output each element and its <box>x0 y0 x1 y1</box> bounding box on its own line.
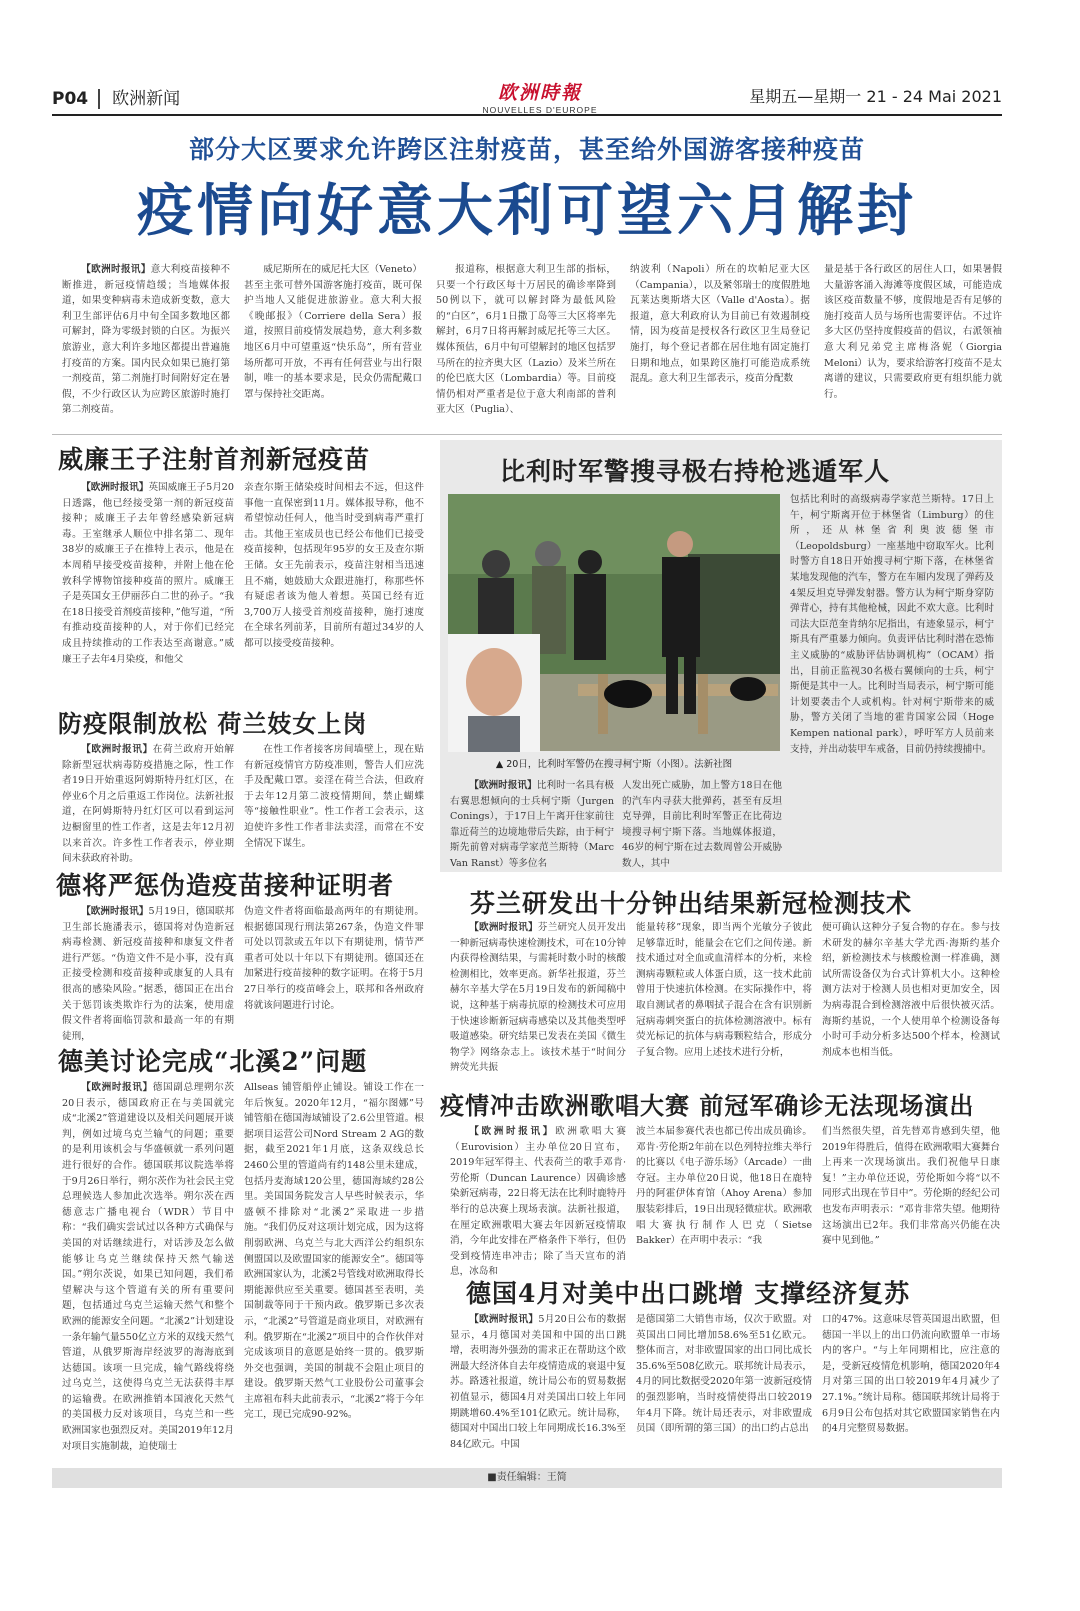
page-number-section <box>52 84 180 109</box>
lead-col-3: 报道称，根据意大利卫生部的指标，只要一个行政区每十万居民的确诊率降到50例以下，就可以解封降为最低风险的“白区”，6月1日撒丁岛等三大区将率先解封，6月7日将再解封威尼托等三大区。媒体预估，6月中旬可望解封的地区包括罗马所在的拉齐奥大区（Lazio）及米兰所在的伦巴底大区（Lombardia）等。目前疫情仍相对严重者是位于意大利南部的普利亚大区（Puglia）、 <box>436 264 616 416</box>
eurovision-col-2: 波兰本届参赛代表也都已传出成员确诊。邓肯·劳伦斯2年前在以色列特拉维夫举行的比赛以《电子游乐场》（Arcade）一曲夺冠。主办单位20日说，他18日在鹿特丹的阿霍伊体育馆（Ahoy Arena）参加服装彩排后，19日出现轻微症状。欧洲歌唱大赛执行制作人巴克（Sietse Bakker）在声明中表示：“我 <box>636 1126 812 1247</box>
germany-fraud-col-2: 伪造文件者将面临最高两年的有期徒刑。根据德国现行刑法第267条，伪造文件罪可处以罚款或五年以下有期徒刑，情节严重者可处以十年以下有期徒刑。德国还在加紧进行疫苗接种的数字证明。在将于5月27日举行的疫苗峰会上，联邦和各州政府将就该问题进行讨论。 <box>244 906 424 1011</box>
lead-tag: 【欧洲时报讯】 <box>81 264 151 275</box>
lead-col-1: 【欧洲时报讯】意大利疫苗接种不断推进，新冠疫情趋缓；当地媒体报道，如果变种病毒未造成新变数，意大利卫生部评估6月中旬全国多数地区都可解封，降为零级封锁的白区。为振兴旅游业，意大利许多地区都提出普遍施打疫苗的方案。国内民众如果已施打第一剂疫苗，第二剂施打时间附好定在暑假，不少行政区认为应跨区旅游时施打第二剂疫苗。 <box>62 264 230 416</box>
netherlands-col-2: 在性工作者接客房间墙壁上，现在贴有新冠疫情官方防疫准则，警告人们应洗手及配戴口罩。妾淫在荷兰合法，但政府于去年12月第二波疫情期间，禁止蝴蝶等“接触性职业”。性工作者工会表示，这迫使许多性工作者非法卖淫，而常在不安全情况下谋生。 <box>244 744 424 849</box>
export-col-1: 【欧洲时报讯】5月20日公布的数据显示，4月德国对美国和中国的出口跳增，表明海外强劲的需求正在帮助这个欧洲最大经济体自去年疫情造成的衰退中复苏。路透社报道，统计局公布的贸易数据初值显示，德国4月对美国出口较上年同期跳增60.4%至101亿欧元。统计局称，德国对中国出口较上年同期成长16.3%至84亿欧元。中国 <box>450 1314 627 1450</box>
william-headline: 威廉王子注射首剂新冠疫苗 <box>58 445 371 474</box>
divider <box>52 434 1002 435</box>
section-name: 欧洲新闻 <box>98 89 180 109</box>
lead-subhead: 部分大区要求允许跨区注射疫苗，甚至给外国游客接种疫苗 <box>188 135 865 164</box>
nordstream-col-1: 【欧洲时报讯】德国副总理朔尔茨20日表示，德国政府正在与美国就完成“北溪2”管道建设以及相关问题展开谈判，例如过境乌克兰输气的问题；重要的是利用该机会与华盛顿就一系列问题进行很好的合作。德国联邦议院选举将于9月26日举行，朔尔茨作为社会民主党总理候选人参加此次选举。朔尔茨在西德意志广播电视台（WDR）节目中称：“我们确实尝试过以各种方式确保与美国的对话继续进行，对话涉及怎么做能够让乌克兰继续保持天然气输送国。”朔尔茨说，如果已知问题，我们希望解决与这个管道有关的所有重要问题，包括通过乌克兰运输天然气和整个欧洲的能源安全问题。“北溪2”计划建设一条年输气量550亿立方米的双线天然气管道，从俄罗斯海岸经波罗的海海底到达德国。该项一旦完成，输气路线将绕过乌克兰，这使得乌克兰无法获得丰厚的运输费。在欧洲推销本国液化天然气的美国极力反对该项目，乌克兰和一些欧洲国家也强烈反对。美国2019年12月对项目实施制裁，迫使瑞士 <box>62 1082 234 1452</box>
germany-fraud-col-1: 【欧洲时报讯】5月19日，德国联邦卫生部长施潘表示，德国将对伪造新冠病毒检测、新冠疫苗接种和康复文件者进行严惩。“伪造文件不是小事，没有真正接受检测和疫苗接种或康复的人具有很高的感染风险。”据悉，德国正在出台关于惩罚该类欺诈行为的法案，使用虚假文件者将面临罚款和最高一年的有期徒刑， <box>62 906 235 1042</box>
export-headline: 德国4月对美中出口跳增 支撑经济复苏 <box>466 1279 911 1308</box>
eurovision-headline: 疫情冲击欧洲歌唱大赛 前冠军确诊无法现场演出 <box>440 1091 975 1120</box>
finland-col-2: 能量转移”现象，即当两个光敏分子彼此足够靠近时，能量会在它们之间传递。新技术通过对全血或血清样本的分析，来检测病毒颗粒或人体蛋白质，这一技术此前曾用于快速抗体检测。在实际操作中，将取自测试者的鼻咽拭子混合在含有识别新冠病毒刺突蛋白的抗体检测溶液中。标有荧光标记的抗体与病毒颗粒结合，形成分子复合物。应用上述技术进行分析， <box>636 922 812 1058</box>
belgium-col-2: 人发出死亡威胁，加上警方18日在他的汽车内寻获大批弹药，甚至有反坦克导弹，目前比利时军警正在比荷边境搜寻柯宁斯下落。当地媒体报道，46岁的柯宁斯在过去数周曾公开威胁数人，其中 <box>622 780 782 869</box>
finland-col-1: 【欧洲时报讯】芬兰研究人员开发出一种新冠病毒快速检测技术，可在10分钟内获得检测结果，与需耗时数小时的核酸检测相比，效率更高。新华社报道，芬兰赫尔辛基大学在5月19日发布的新闻稿中说，这种基于病毒抗原的检测技术可应用于快速诊断新冠病毒感染以及其他类型呼吸道感染。研究结果已发表在美国《微生物学》网络杂志上。该技术基于“时间分辨荧光共振 <box>450 922 627 1074</box>
export-col-2: 是德国第二大销售市场，仅次于欧盟。对英国出口同比增加58.6%至51亿欧元。整体而言，对非欧盟国家的出口同比成长35.6%至508亿欧元。联邦统计局表示，4月的同比数据受2020年第一波新冠疫情的强烈影响，当时疫情使得出口较2019年4月下降。统计局还表示，对非欧盟成员国（即所谓的第三国）的出口约占总出 <box>636 1314 812 1435</box>
eurovision-col-1: 【欧洲时报讯】欧洲歌唱大赛（Eurovision）主办单位20日宣布，2019年冠军得主、代表荷兰的歌手邓肯·劳伦斯（Duncan Laurence）因确诊感染新冠病毒，22日将无法在比利时鹿特丹举行的总决赛上现场表演。法新社报道，在厘定欧洲歌唱大赛去年因新冠疫情取消，今年此安排在严格条件下举行，但仍受到疫情连串冲击；除了当天宣布的消息，冰岛和 <box>450 1126 627 1278</box>
photo-caption: ▲ 20日，比利时军警仍在搜寻柯宁斯（小图）。法新社图 <box>495 759 733 770</box>
lead-headline: 疫情向好意大利可望六月解封 <box>137 178 917 244</box>
police-search-photo <box>448 494 780 751</box>
lead-col-5: 量是基于各行政区的居住人口，如果暑假大量游客涌入海滩等度假区域，可能造成该区疫苗数量不够，度假地是否有足够的施打疫苗人员与场所也需要评估。不过许多大区仍坚持度假疫苗的倡议，右派领袖意大利兄弟党主席梅洛妮（Giorgia Meloni）认为，要求给游客打疫苗不是太离谱的建议，只需要政府更有组织能力就行。 <box>824 264 1002 400</box>
export-col-3: 口的47%。这意味尽管英国退出欧盟，但德国一半以上的出口仍流向欧盟单一市场内的客户。“与上年同期相比，应注意的是，受新冠疫情危机影响，德国2020年4月对第三国的出口较2019年4月减少了27.1%。”统计局称。德国联邦统计局将于6月9日公布包括对其它欧盟国家销售在内的4月完整贸易数据。 <box>822 1314 1000 1435</box>
photo-illustration <box>448 494 780 751</box>
belgium-col-right: 包括比利时的高级病毒学家范兰斯特。17日上午，柯宁斯离开位于林堡省（Limburg）的住所，还从林堡省利奥波德堡市（Leopoldsburg）一座基地中窃取军火。比利时警方自18日开始搜寻柯宁斯下落，在林堡省某地发现他的汽车，警方在车厢内发现了弹药及4架反坦克导弹发射器。警方认为柯宁斯身穿防弹背心，持有其他枪械，因此不欢大意。比利时司法大臣范奎肯纳尔尼指出，有迹象显示，柯宁斯具有严重暴力倾向。负责评估比利时潜在恐怖主义威胁的“威胁评估协调机构”（OCAM）指出，目前正监视30名极右翼倾向的士兵，柯宁斯便是其中一人。比利时当局表示，柯宁斯可能计划要袭击个人或机构。针对柯宁斯带来的威胁，警方关闭了当地的霍肯国家公园（Hoge Kempen national park），呼吁军方人员前来支持，并出动装甲车戒备，目前仍持续搜捕中。 <box>790 494 994 755</box>
nordstream-col-2: Allseas 铺管船停止铺设。铺设工作在一年后恢复。2020年12月，“福尔图娜”号铺管船在德国海域铺设了2.6公里管道。根据项目运营公司Nord Stream 2 AG的数据，截至2021年1月底，这条双线总长2460公里的管道尚有约148公里未建成，包括丹麦海域120公里，德国海域约28公里。美国国务院发言人早些时候表示，华盛顿不排除对“北溪2”采取进一步措施。“我们仍反对这项计划完成，因为这将削弱欧洲、乌克兰与北大西洋公约组织东侧盟国以及欧盟国家的能源安全”。德国等欧洲国家认为，北溪2号管线对欧洲取得长期能源供应至关重要。德国甚至表明，美国制裁等同于干预内政。俄罗斯已多次表示，“北溪2”号管道是商业项目，对欧洲有利。俄罗斯在“北溪2”项目中的合作伙伴对完成该项目的意愿是始终一贯的。俄罗斯外交也强调，美国的制裁不会阻止项目的建设。俄罗斯天然气工业股份公司董事会主席祖布科夫此前表示，“北溪2”将于今年完工，现已完成90-92%。 <box>244 1082 424 1421</box>
masthead-chinese: 欧洲時報 <box>497 82 582 104</box>
editor-footer: ■责任编辑：王简 <box>52 1468 1002 1488</box>
lead-col-4: 纳波利（Napoli）所在的坎帕尼亚大区（Campania），以及紧邻瑞士的度假胜地瓦莱达奥斯塔大区（Valle d'Aosta）。据报道，意大利政府认为目前已有效遏制疫情，因为疫苗是授权各行政区卫生局登记施打，每个登记者都在居住地有固定施打日期和地点，如果跨区施打可能造成系统混乱。意大利卫生部表示，疫苗分配数 <box>630 264 810 385</box>
netherlands-col-1: 【欧洲时报讯】在荷兰政府开始解除新型冠状病毒防疫措施之际，性工作者19日开始重返阿姆斯特丹红灯区，在停业6个月之后重返工作岗位。法新社报道，在阿姆斯特丹红灯区可以看到运河边橱窗里的性工作者，这是去年12月初以来首次。许多性工作者表示，停业期间未获政府补助。 <box>62 744 234 865</box>
william-col-2: 亲查尔斯王储染疫时间相去不远，但这件事他一直保密到11月。媒体报导称，他不希望惊动任何人，他当时受到病毒严重打击。其他王室成员也已经公布他们已接受疫苗接种，包括现年95岁的女王及查尔斯王储。女王先前表示，疫苗注射相当迅速且不痛，她鼓励大众跟进施打，称那些怀有疑虑者该为他人着想。英国已经有近3,700万人接受首剂疫苗接种，施打速度在全球名列前茅，目前所有超过34岁的人都可以接受疫苗接种。 <box>244 482 424 649</box>
masthead-logo <box>440 78 640 115</box>
belgium-headline: 比利时军警搜寻极右持枪逃遁军人 <box>500 457 891 486</box>
eurovision-col-3: 们当然很失望，首先替邓肯感到失望，他2019年得胜后，值得在欧洲歌唱大赛舞台上再来一次现场演出。我们祝他早日康复！”主办单位还说，劳伦斯如今将“以不同形式出现在节目中”。劳伦斯的经纪公司也发布声明表示：“邓肯非常失望。他期待这场演出已2年。我们非常高兴仍能在决赛中见到他。” <box>822 1126 1000 1247</box>
nordstream-headline: 德美讨论完成“北溪2”问题 <box>58 1047 368 1076</box>
netherlands-headline: 防疫限制放松 荷兰妓女上岗 <box>58 709 368 738</box>
william-col-1: 【欧洲时报讯】英国威廉王子5月20日透露，他已经接受第一剂的新冠疫苗接种；威廉王子去年曾经感染新冠病毒。王室继承人顺位中排名第二、现年38岁的威廉王子在推特上表示，他是在本周稍早接受疫苗接种，并附上他在伦敦科学博物馆接种疫苗的照片。威廉王子是英国女王伊丽莎白二世的孙子。“我在18日接受首剂疫苗接种，”他写道，“所有推动疫苗接种的人，对于你们已经完成且持续推动的工作表达至高谢意。”威廉王子去年4月染疫，和他父 <box>62 482 235 665</box>
masthead-french: NOUVELLES D'EUROPE <box>482 105 598 115</box>
lead-col-2: 威尼斯所在的威尼托大区（Veneto）甚至主张可替外国游客施打疫苗，既可保护当地人又能促进旅游业。意大利大报《晚邮报》（Corriere della Sera）报道，按照目前疫情发展趋势，意大利多数地区6月中可望重返“快乐岛”，所有营业场所都可开放，不再有任何营业与出行限制，唯一的基本要求是，民众仍需配戴口罩与保持社交距离。 <box>244 264 422 400</box>
germany-fraud-headline: 德将严惩伪造疫苗接种证明者 <box>56 871 395 900</box>
finland-col-3: 便可确认这种分子复合物的存在。参与技术研发的赫尔辛基大学尤西·海斯约基介绍，新检测技术与核酸检测一样准确，测试所需设备仅为台式计算机大小。这种检测方法对于检测人员也相对更加安全，因为病毒混合到检测溶液中后很快被灭活。海斯约基说，一个人使用单个检测设备每小时可手动分析多达500个样本，检测试剂成本也相当低。 <box>822 922 1000 1058</box>
belgium-col-1: 【欧洲时报讯】比利时一名具有极右翼思想倾向的士兵柯宁斯（Jurgen Conings），于17日上午离开住家前往靠近荷兰的边境地带后失踪，由于柯宁斯先前曾对病毒学家范兰斯特（Marc Van Ranst）等多位名 <box>450 780 614 869</box>
page-number: P04 <box>52 89 89 109</box>
finland-headline: 芬兰研发出十分钟出结果新冠检测技术 <box>470 889 913 918</box>
issue-date: 星期五—星期一 21 - 24 Mai 2021 <box>749 87 1002 106</box>
